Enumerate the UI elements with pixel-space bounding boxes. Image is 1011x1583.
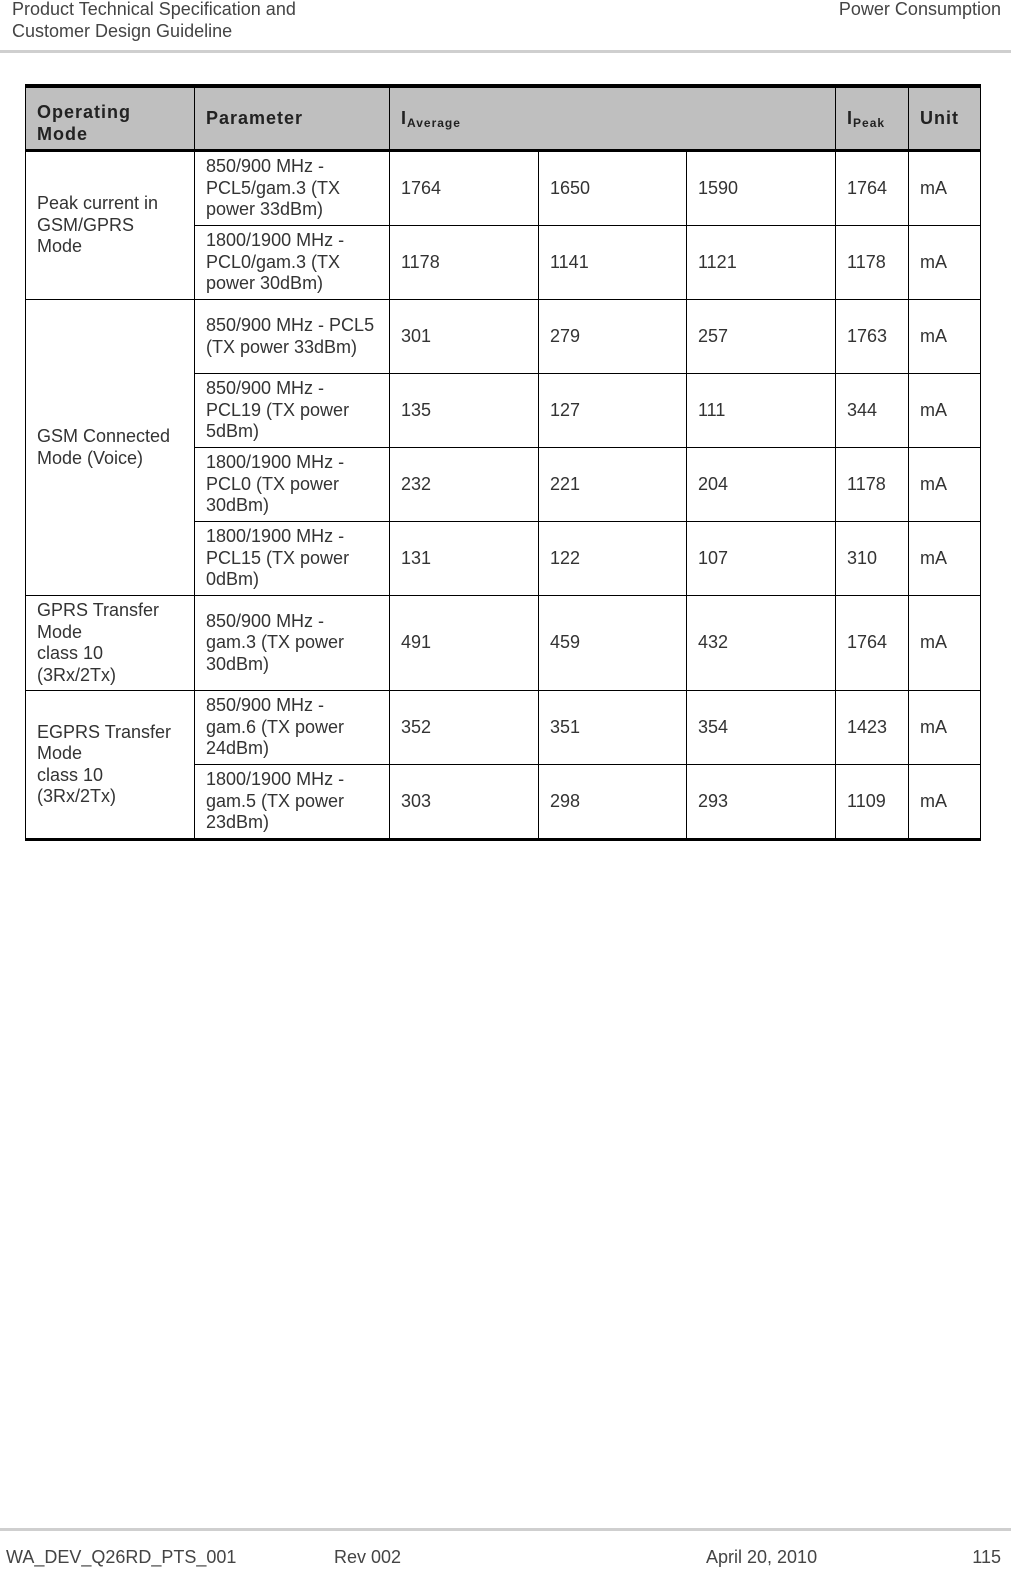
i-peak-cell: 1178 bbox=[836, 226, 909, 300]
parameter-cell: 1800/1900 MHz - PCL0 (TX power 30dBm) bbox=[195, 448, 390, 522]
i-peak-cell: 1178 bbox=[836, 448, 909, 522]
col-header-i-peak: $I_{Peak}$ bbox=[836, 86, 909, 151]
i-average-cell: 1121 bbox=[687, 226, 836, 300]
i-average-cell: 293 bbox=[687, 765, 836, 840]
i-average-cell: 1178 bbox=[390, 226, 539, 300]
col-header-operating-mode: Operating Mode bbox=[26, 86, 195, 151]
unit-cell: mA bbox=[909, 765, 981, 840]
col-header-unit: Unit bbox=[909, 86, 981, 151]
footer-date: April 20, 2010 bbox=[706, 1547, 818, 1567]
i-peak-cell: 1763 bbox=[836, 300, 909, 374]
i-average-cell: 221 bbox=[539, 448, 687, 522]
i-average-cell: 135 bbox=[390, 374, 539, 448]
i-average-cell: 1650 bbox=[539, 151, 687, 226]
i-peak-cell: 1423 bbox=[836, 691, 909, 765]
i-peak-cell: 1109 bbox=[836, 765, 909, 840]
table-row bbox=[26, 151, 981, 226]
parameter-cell: 850/900 MHz - PCL5 (TX power 33dBm) bbox=[195, 300, 390, 374]
footer-doc-id: WA_DEV_Q26RD_PTS_001 bbox=[6, 1547, 237, 1567]
parameter-cell: 850/900 MHz - gam.6 (TX power 24dBm) bbox=[195, 691, 390, 765]
i-average-cell: 352 bbox=[390, 691, 539, 765]
unit-cell: mA bbox=[909, 374, 981, 448]
table-body bbox=[26, 151, 981, 840]
footer-page-number: 115 bbox=[972, 1547, 1001, 1567]
parameter-cell: 1800/1900 MHz - PCL0/gam.3 (TX power 30dBm) bbox=[195, 226, 390, 300]
operating-mode-cell: Peak current in GSM/GPRS Mode bbox=[26, 151, 195, 300]
i-average-cell: 459 bbox=[539, 596, 687, 691]
i-peak-cell: 1764 bbox=[836, 151, 909, 226]
i-average-cell: 107 bbox=[687, 522, 836, 596]
unit-cell: mA bbox=[909, 522, 981, 596]
i-average-cell: 127 bbox=[539, 374, 687, 448]
i-average-cell: 204 bbox=[687, 448, 836, 522]
i-average-cell: 303 bbox=[390, 765, 539, 840]
col-header-i-average: $I_{Average}$ bbox=[390, 86, 836, 151]
header-divider bbox=[0, 50, 1011, 53]
footer-divider bbox=[0, 1528, 1011, 1531]
document-title: Product Technical Specification and Customer Design Guideline bbox=[12, 0, 296, 41]
i-average-cell: 491 bbox=[390, 596, 539, 691]
i-average-cell: 122 bbox=[539, 522, 687, 596]
power-consumption-table bbox=[25, 84, 981, 841]
parameter-cell: 850/900 MHz - PCL5/gam.3 (TX power 33dBm) bbox=[195, 151, 390, 226]
operating-mode-cell: GPRS Transfer Mode class 10 (3Rx/2Tx) bbox=[26, 596, 195, 691]
i-average-cell: 432 bbox=[687, 596, 836, 691]
parameter-cell: 1800/1900 MHz - PCL15 (TX power 0dBm) bbox=[195, 522, 390, 596]
unit-cell: mA bbox=[909, 300, 981, 374]
i-average-cell: 1764 bbox=[390, 151, 539, 226]
table-row bbox=[26, 300, 981, 374]
i-average-cell: 131 bbox=[390, 522, 539, 596]
col-header-parameter: Parameter bbox=[195, 86, 390, 151]
unit-cell: mA bbox=[909, 596, 981, 691]
unit-cell: mA bbox=[909, 226, 981, 300]
operating-mode-cell: GSM Connected Mode (Voice) bbox=[26, 300, 195, 596]
i-average-cell: 1141 bbox=[539, 226, 687, 300]
i-average-cell: 351 bbox=[539, 691, 687, 765]
operating-mode-cell: EGPRS Transfer Mode class 10 (3Rx/2Tx) bbox=[26, 691, 195, 840]
section-title: Power Consumption bbox=[838, 0, 1001, 19]
i-average-cell: 1590 bbox=[687, 151, 836, 226]
i-average-cell: 257 bbox=[687, 300, 836, 374]
i-peak-cell: 310 bbox=[836, 522, 909, 596]
table-row bbox=[26, 691, 981, 765]
i-average-cell: 232 bbox=[390, 448, 539, 522]
i-average-cell: 301 bbox=[390, 300, 539, 374]
i-average-cell: 354 bbox=[687, 691, 836, 765]
unit-cell: mA bbox=[909, 691, 981, 765]
table-row bbox=[26, 596, 981, 691]
i-average-cell: 111 bbox=[687, 374, 836, 448]
i-average-cell: 279 bbox=[539, 300, 687, 374]
parameter-cell: 850/900 MHz - gam.3 (TX power 30dBm) bbox=[195, 596, 390, 691]
i-peak-cell: 1764 bbox=[836, 596, 909, 691]
unit-cell: mA bbox=[909, 151, 981, 226]
unit-cell: mA bbox=[909, 448, 981, 522]
i-peak-cell: 344 bbox=[836, 374, 909, 448]
parameter-cell: 1800/1900 MHz - gam.5 (TX power 23dBm) bbox=[195, 765, 390, 840]
i-average-cell: 298 bbox=[539, 765, 687, 840]
parameter-cell: 850/900 MHz - PCL19 (TX power 5dBm) bbox=[195, 374, 390, 448]
table-header-row bbox=[26, 86, 981, 151]
footer-revision: Rev 002 bbox=[334, 1547, 402, 1567]
